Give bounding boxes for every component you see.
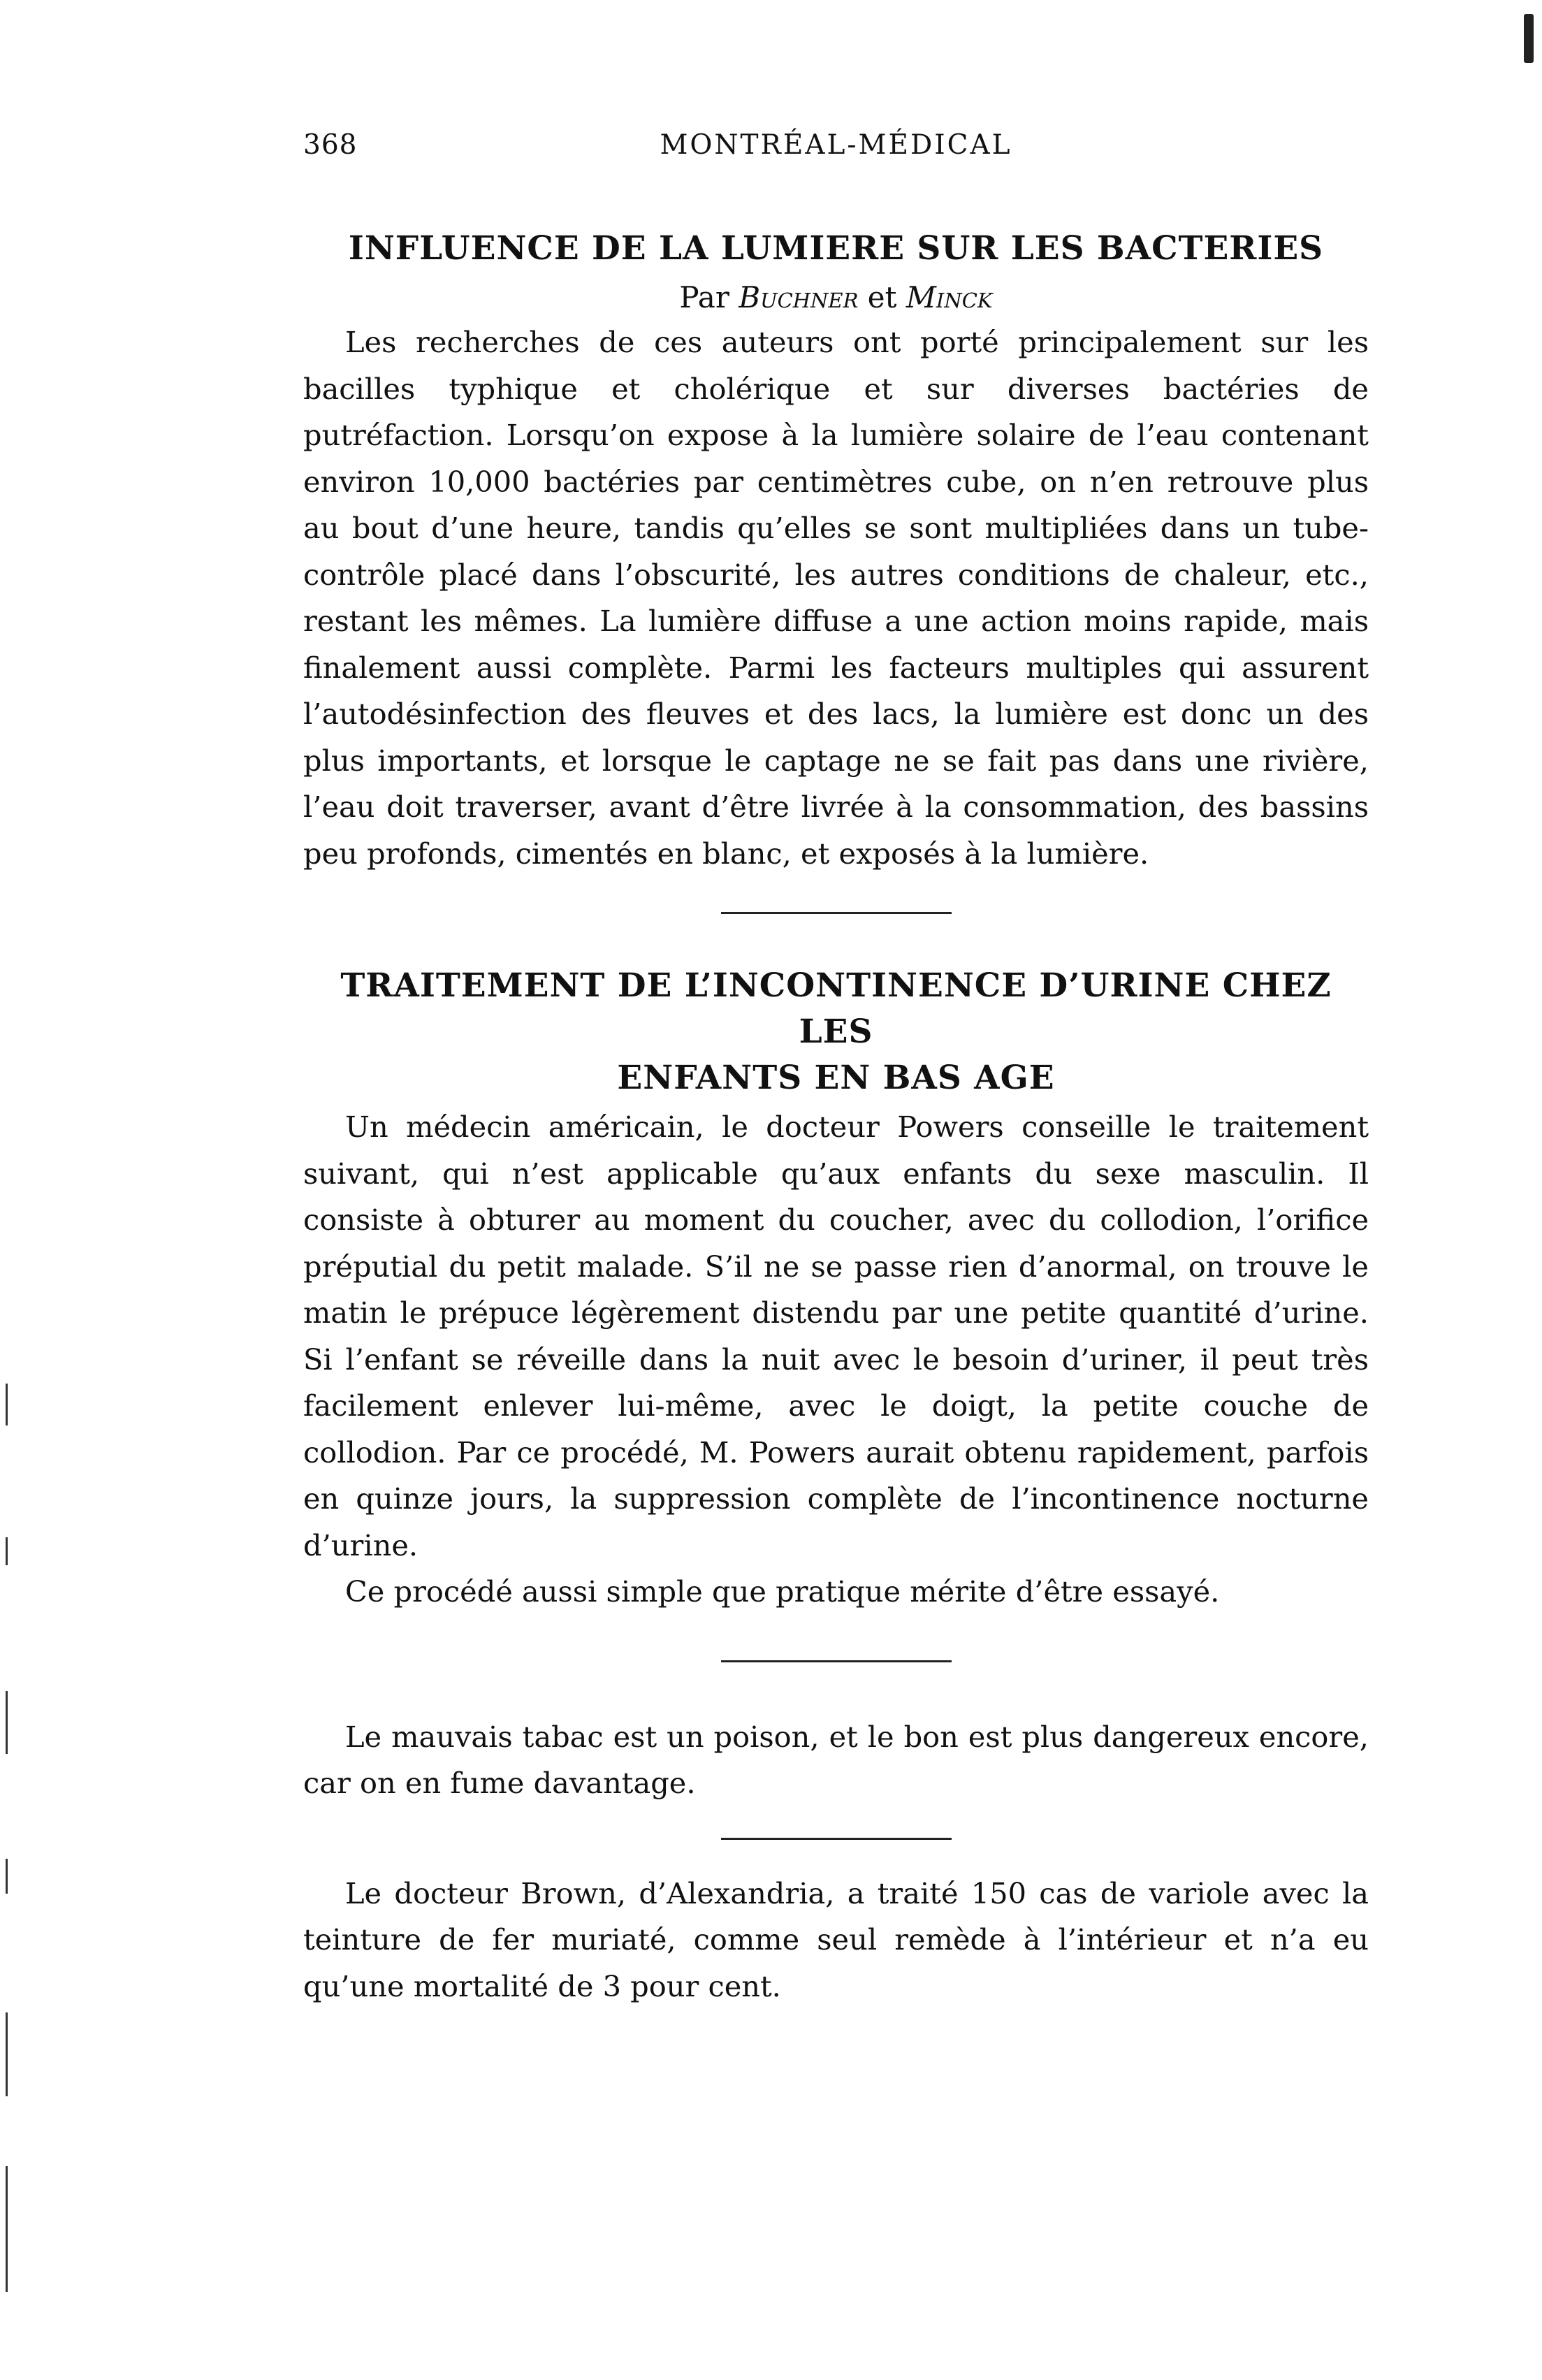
note-paragraph: Le docteur Brown, d’Alexandria, a traité 150 cas de variole avec la teinture de fer muriaté, comme seul remède à l’intérieur et n’a eu qu’une mortalité de 3 pour cent. <box>303 1875 1369 2003</box>
article-light-bacteria <box>303 226 1369 877</box>
note-paragraph: Le mauvais tabac est un poison, et le bon est plus dangereux encore, car on en fume davantage. <box>303 1719 1369 1800</box>
article-paragraph: Un médecin américain, le docteur Powers conseille le traitement suivant, qui n’est applicable qu’aux enfants du sexe masculin. Il consiste à obturer au moment du coucher, avec du collodion, l’orifice préputial du petit malade. S’il ne se passe rien d’anormal, on trouve le matin le prépuce légèrement distendu par une petite quantité d’urine. Si l’enfant se réveille dans la nuit avec le besoin d’uriner, il peut très facilement enlever lui-même, avec le doigt, la petite couche de collodion. Par ce procédé, M. Powers aurait obtenu rapidement, parfois en quinze jours, la suppression complète de l’incontinence nocturne d’urine. <box>303 1110 1369 1562</box>
page-number: 368 <box>303 129 358 161</box>
running-head <box>303 129 1369 185</box>
section-divider <box>721 1660 952 1662</box>
page <box>303 129 1369 2010</box>
scan-gutter-marks <box>0 1328 28 2376</box>
journal-title: MONTRÉAL-MÉDICAL <box>660 129 1012 161</box>
article-paragraph: Ce procédé aussi simple que pratique mérite d’être essayé. <box>345 1574 1220 1609</box>
article-paragraph: Les recherches de ces auteurs ont porté principalement sur les bacilles typhique et cholérique et sur diverses bactéries de putréfaction. Lorsqu’on expose à la lumière solaire de l’eau contenant environ 10,000 bactéries par centimètres cube, on n’en retrouve plus au bout d’une heure, tandis qu’elles se sont multipliées dans un tube-contrôle placé dans l’obscurité, les autres conditions de chaleur, etc., restant les mêmes. La lumière diffuse a une action moins rapide, mais finalement aussi complète. Parmi les facteurs multiples qui assurent l’autodésinfection des fleuves et des lacs, la lumière est donc un des plus importants, et lorsque le captage ne se fait pas dans une rivière, l’eau doit traverser, avant d’être livrée à la consommation, des bassins peu profonds, cimentés en blanc, et exposés à la lumière. <box>303 325 1369 871</box>
scan-corner-mark <box>1524 14 1534 63</box>
note-tobacco <box>303 1714 1369 1807</box>
author-name: Minck <box>905 280 993 314</box>
article-incontinence <box>303 963 1369 1616</box>
note-smallpox <box>303 1871 1369 2010</box>
article-title-line: TRAITEMENT DE L’INCONTINENCE D’URINE CHEZ LES <box>340 966 1332 1051</box>
byline-prefix: Par <box>679 280 729 314</box>
article-title: INFLUENCE DE LA LUMIERE SUR LES BACTERIES <box>348 229 1324 268</box>
section-divider <box>721 1838 952 1840</box>
byline <box>303 276 1369 319</box>
section-divider <box>721 912 952 914</box>
author-name: Buchner <box>739 280 859 314</box>
article-title <box>303 963 1369 1101</box>
article-title-line: ENFANTS EN BAS AGE <box>617 1059 1055 1097</box>
byline-conjunction: et <box>867 280 897 314</box>
